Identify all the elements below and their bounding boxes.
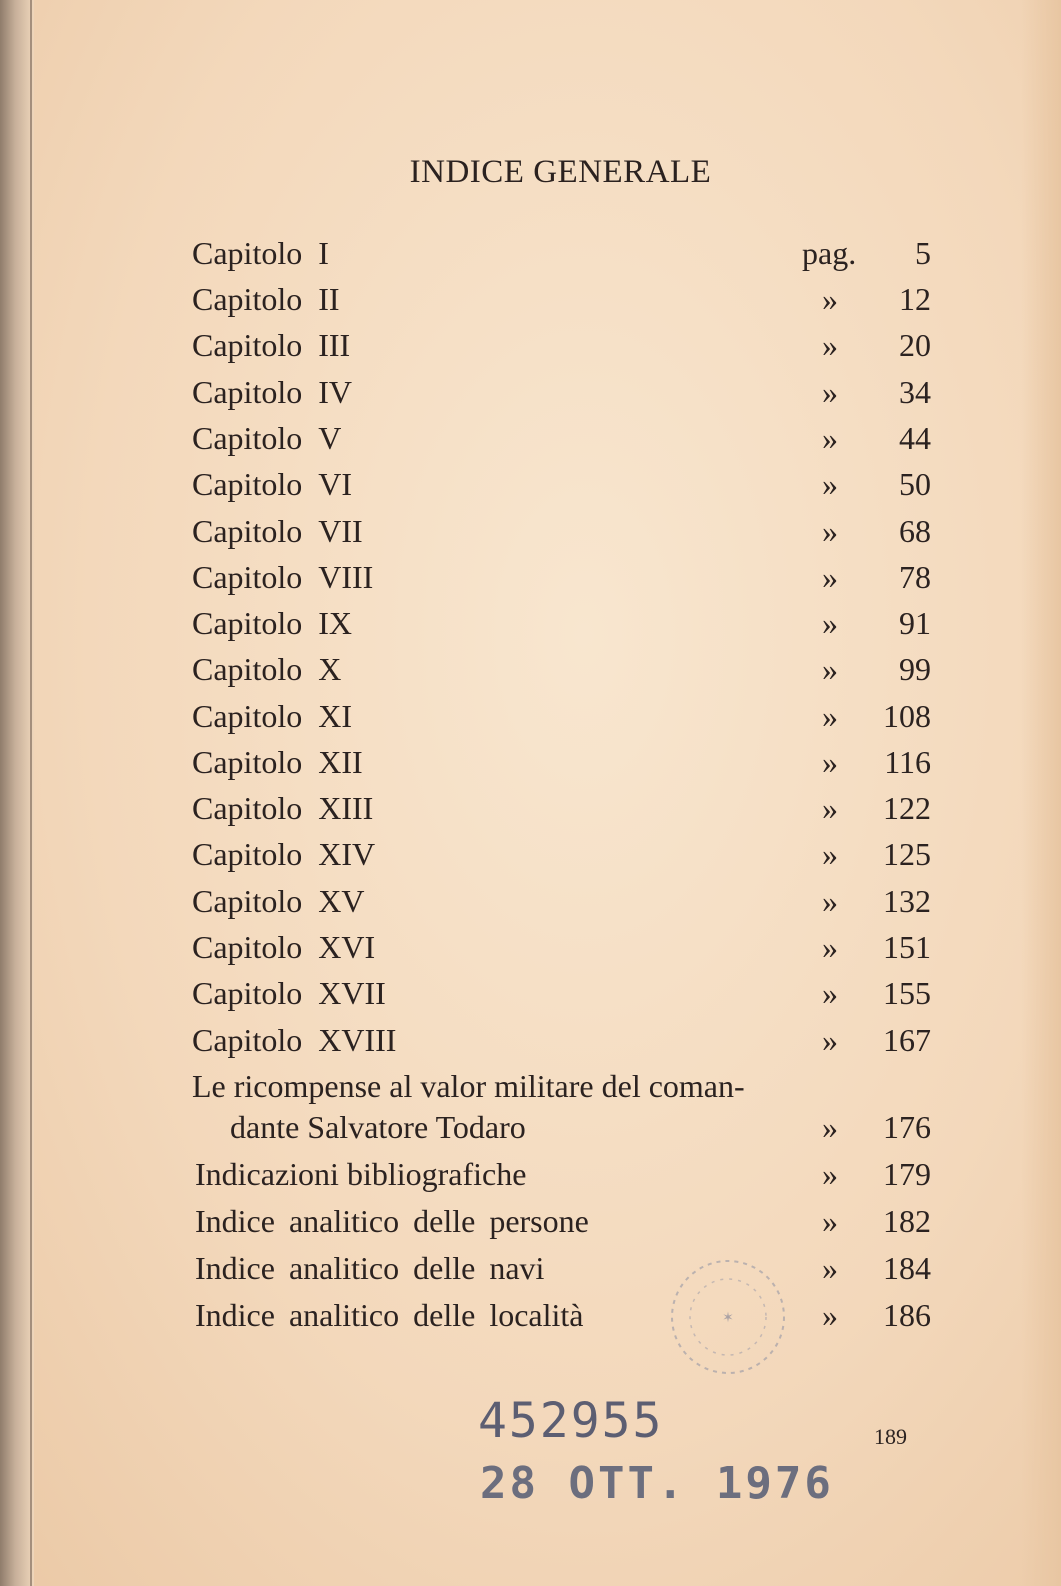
entry-page: 99 [899,651,931,687]
entry-page: 182 [883,1203,931,1239]
entry-numeral: XVIII [318,1022,397,1058]
entry-label: Capitolo [192,836,303,872]
entry-numeral: I [318,235,329,271]
entry-label: Capitolo [192,420,303,456]
ditto-mark: » [822,466,838,502]
entry-page: 68 [899,513,931,549]
ditto-mark: » [822,1156,838,1192]
appendix-title-line1: Le ricompense al valor militare del coman- [192,1068,745,1104]
entry-page: 78 [899,559,931,595]
svg-text:✶: ✶ [722,1310,734,1326]
entry-label: Capitolo [192,698,303,734]
ditto-mark: » [822,1022,838,1058]
entry-page: 91 [899,605,931,641]
entry-page: 155 [883,975,931,1011]
entry-label: Capitolo [192,744,303,780]
entry-label: Capitolo [192,790,303,826]
entry-page: 186 [883,1297,931,1333]
entry-numeral: X [318,651,342,687]
entry-numeral: V [318,420,342,456]
entry-page: 50 [899,466,931,502]
pag-abbreviation: pag. [802,235,857,271]
ditto-mark: » [822,975,838,1011]
appendix-title-line2: dante Salvatore Todaro [230,1109,526,1145]
entry-page: 116 [884,744,931,780]
entry-page: 132 [883,883,931,919]
page-number: 189 [874,1424,907,1449]
book-spine-shadow [0,0,34,1586]
inventory-number-stamp: 452955 [478,1393,664,1449]
entry-page: 20 [899,327,931,363]
library-seal-stamp [663,1252,793,1382]
ditto-mark: » [822,836,838,872]
entry-label: Capitolo [192,374,303,410]
entry-page: 44 [899,420,931,456]
entry-label: Capitolo [192,605,303,641]
entry-page: 125 [883,836,931,872]
ditto-mark: » [822,698,838,734]
entry-page: 184 [883,1250,931,1286]
entry-numeral: XV [318,883,365,919]
entry-page: 5 [915,235,931,271]
ditto-mark: » [822,929,838,965]
entry-label: Capitolo [192,883,303,919]
ditto-mark: » [822,605,838,641]
entry-label: Capitolo [192,466,303,502]
ditto-mark: » [822,651,838,687]
entry-numeral: VII [318,513,363,549]
entry-numeral: XIII [318,790,374,826]
entry-label: Capitolo [192,235,303,271]
ditto-mark: » [822,883,838,919]
spine-edge-line [30,0,32,1586]
entry-label: Capitolo [192,929,303,965]
entry-label: Capitolo [192,513,303,549]
ditto-mark: » [822,420,838,456]
entry-numeral: VI [318,466,352,502]
entry-label: Capitolo [192,327,303,363]
entry-label: Capitolo [192,651,303,687]
entry-numeral: XII [318,744,363,780]
entry-label: Indice analitico delle navi [195,1250,545,1286]
entry-page: 34 [899,374,931,410]
entry-numeral: III [318,327,351,363]
page-title: INDICE GENERALE [409,154,712,190]
entry-page: 167 [883,1022,931,1058]
entry-page: 151 [883,929,931,965]
entry-numeral: XVII [318,975,386,1011]
entry-page: 108 [883,698,931,734]
ditto-mark: » [822,1250,838,1286]
entry-label: Indicazioni bibliografiche [195,1156,527,1192]
ditto-mark: » [822,327,838,363]
entry-page: 176 [883,1109,931,1145]
entry-page: 12 [899,281,931,317]
date-stamp: 28 OTT. 1976 [480,1458,834,1509]
entry-page: 122 [883,790,931,826]
entry-page: 179 [883,1156,931,1192]
ditto-mark: » [822,1109,838,1145]
entry-numeral: XVI [318,929,376,965]
entry-label: Capitolo [192,1022,303,1058]
ditto-mark: » [822,1203,838,1239]
entry-numeral: IX [318,605,352,641]
entry-numeral: II [318,281,340,317]
entry-label: Capitolo [192,975,303,1011]
ditto-mark: » [822,559,838,595]
ditto-mark: » [822,790,838,826]
ditto-mark: » [822,513,838,549]
ditto-mark: » [822,281,838,317]
ditto-mark: » [822,1297,838,1333]
entry-numeral: XI [318,698,352,734]
ditto-mark: » [822,744,838,780]
entry-numeral: IV [318,374,352,410]
page-edge-shadow [1021,0,1061,1586]
entry-label: Indice analitico delle persone [195,1203,589,1239]
entry-label: Indice analitico delle località [195,1297,584,1333]
ditto-mark: » [822,374,838,410]
entry-numeral: XIV [318,836,376,872]
entry-label: Capitolo [192,559,303,595]
entry-label: Capitolo [192,281,303,317]
entry-numeral: VIII [318,559,374,595]
